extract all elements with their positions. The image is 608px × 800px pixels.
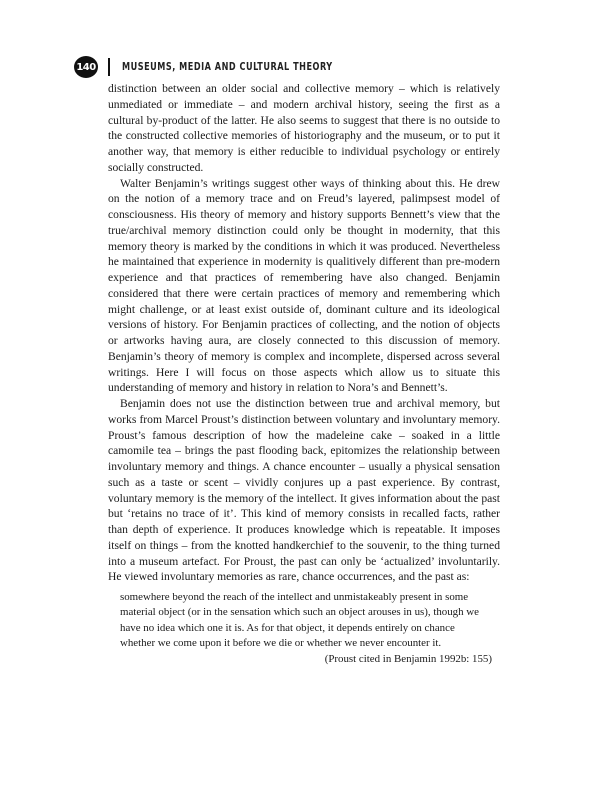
block-quote: somewhere beyond the reach of the intellect and unmistakeably present in some material object (or in the sensation which such an object arouses in us), though we have no idea which one it is. As for that object, it depends entirely on chance whether we come upon it before we die or whether we never encounter it.: [120, 591, 479, 649]
paragraph-3: Benjamin does not use the distinction between true and archival memory, but works from Marcel Proust’s distinction between voluntary and involuntary memory. Proust’s famous description of how the madeleine cake – soaked in a little camomile tea – brings the past flooding back, epitomizes the relationship between involuntary memory and things. A chance encounter – usually a physical sensation such as a taste or scent – vividly conjures up a past experience. By contrast, voluntary memory is the memory of the intellect. It gives information about the past but ‘retains no trace of it’. This kind of memory consists in recalled facts, rather than depth of experience. It produces knowledge which is repeatable. It imposes itself on things – from the knotted handkerchief to the souvenir, to the thing turned into a museum artefact. For Proust, the past can only be ‘actualized’ involuntarily. He viewed involuntary memories as rare, chance occurrences, and the past as:: [108, 397, 500, 584]
page-header: [74, 56, 367, 78]
running-head: MUSEUMS, MEDIA AND CULTURAL THEORY: [122, 61, 333, 73]
paragraph-2: Walter Benjamin’s writings suggest other ways of thinking about this. He drew on the notion of a memory trace and on Freud’s layered, palimpsest model of consciousness. His theory of memory and history supports Bennett’s view that the true/archival memory distinction could only be thought in modernity, that this memory theory is marked by the conditions in which it was produced. Nevertheless he maintained that experience in modernity is qualitively different than pre-modern experience and that practices of remembering have also changed. Benjamin considered that there were certain practices of memory and remembering which might challenge, or at least exist outside of, dominant culture and its ideological versions of history. For Benjamin practices of collecting, and the notion of objects or artworks having aura, are closely connected to this discussion of memory. Benjamin’s theory of memory is complex and incomplete, dispersed across several writings. Here I will focus on those aspects which allow us to situate this understanding of memory and history in relation to Nora’s and Bennett’s.: [108, 176, 500, 395]
page-number-badge: 140: [74, 56, 98, 78]
paragraph-1: distinction between an older social and collective memory – which is relatively unmediated or immediate – and modern archival history, seeing the first as a cultural by-product of the latter. He also seems to suggest that there is no outside to the constructed collective memories of historiography and the museum, or to put it another way, that memory is either reducible to individual psychology or entirely socially constructed.: [108, 82, 500, 174]
quote-citation: (Proust cited in Benjamin 1992b: 155): [324, 653, 492, 666]
main-text: [108, 81, 500, 667]
header-divider: [108, 58, 110, 76]
